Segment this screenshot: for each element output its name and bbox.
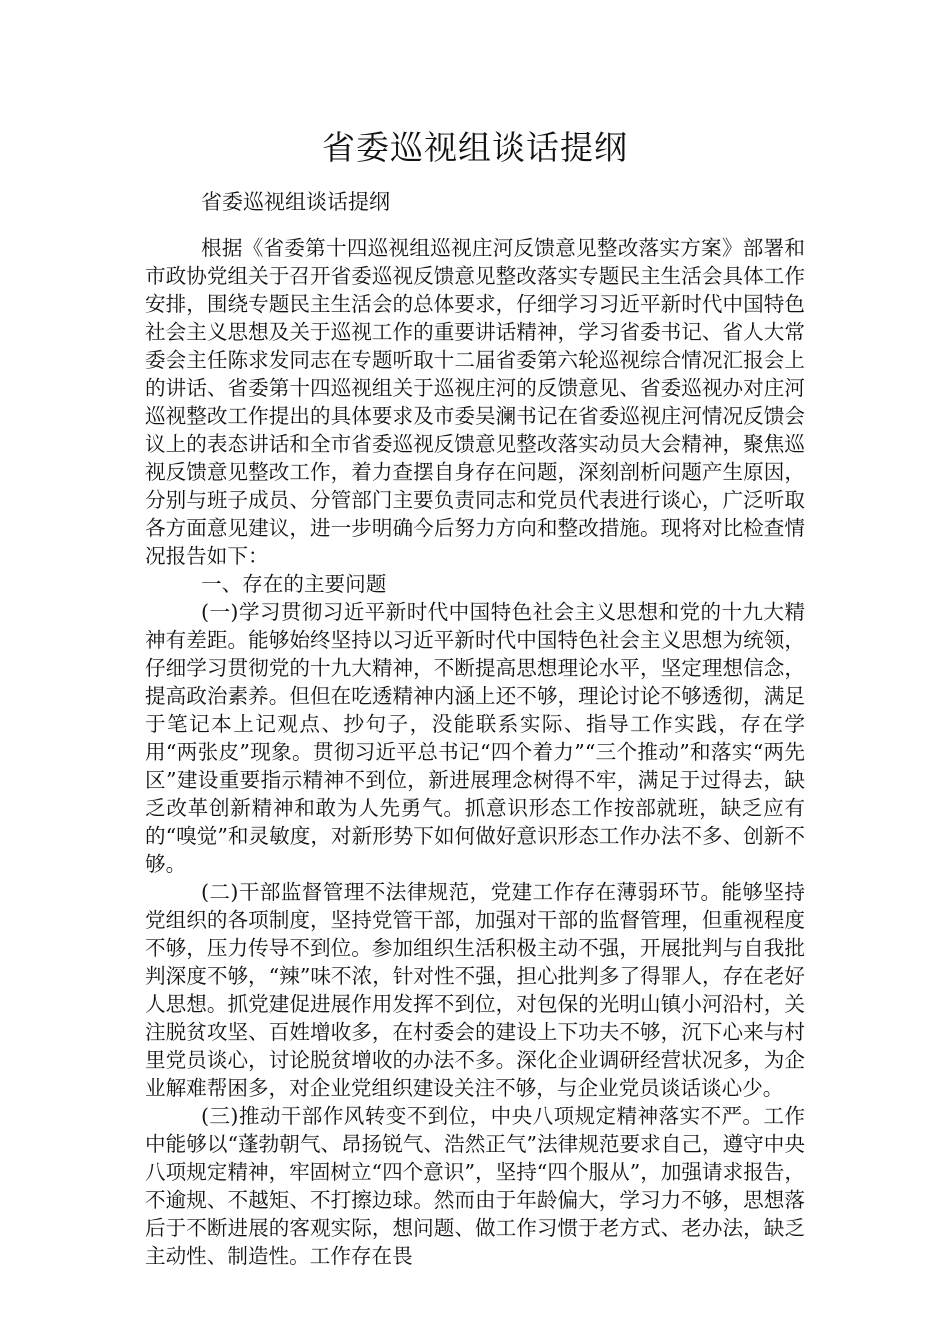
problem-item-2: (二)干部监督管理不法律规范，党建工作存在薄弱环节。能够坚持党组织的各项制度，坚持党管干部，加强对干部的监督管理，但重视程度不够，压力传导不到位。参加组织生活积极主动不强，开展批判与自我批判深度不够，“辣”味不浓，针对性不强，担心批判多了得罪人，存在老好人思想。抓党建促进展作用发挥不到位，对包保的光明山镇小河沿村，关注脱贫攻坚、百姓增收多，在村委会的建设上下功夫不够，沉下心来与村里党员谈心，讨论脱贫增收的办法不多。深化企业调研经营状况多，为企业解难帮困多，对企业党组织建设关注不够，与企业党员谈话谈心少。: [145, 880, 805, 1100]
document-subtitle: 省委巡视组谈话提纲: [201, 190, 390, 214]
document-title: 省委巡视组谈话提纲: [322, 128, 628, 167]
section-heading-problems: 一、存在的主要问题: [201, 572, 387, 596]
problem-item-1: (一)学习贯彻习近平新时代中国特色社会主义思想和党的十九大精神有差距。能够始终坚持以习近平新时代中国特色社会主义思想为统领，仔细学习贯彻党的十九大精神，不断提高思想理论水平，坚定理想信念，提高政治素养。但但在吃透精神内涵上还不够，理论讨论不够透彻，满足于笔记本上记观点、抄句子，没能联系实际、指导工作实践，存在学用“两张皮”现象。贯彻习近平总书记“四个着力”“三个推动”和落实“两先区”建设重要指示精神不到位，新进展理念树得不牢，满足于过得去，缺乏改革创新精神和敢为人先勇气。抓意识形态工作按部就班，缺乏应有的“嗅觉”和灵敏度，对新形势下如何做好意识形态工作办法不多、创新不够。: [145, 600, 805, 876]
document-page: [145, 118, 805, 1270]
intro-paragraph: 根据《省委第十四巡视组巡视庄河反馈意见整改落实方案》部署和市政协党组关于召开省委巡视反馈意见整改落实专题民主生活会具体工作安排，围绕专题民主生活会的总体要求，仔细学习习近平新时代中国特色社会主义思想及关于巡视工作的重要讲话精神，学习省委书记、省人大常委会主任陈求发同志在专题听取十二届省委第六轮巡视综合情况汇报会上的讲话、省委第十四巡视组关于巡视庄河的反馈意见、省委巡视办对庄河巡视整改工作提出的具体要求及市委吴澜书记在省委巡视庄河情况反馈会议上的表态讲话和全市省委巡视反馈意见整改落实动员大会精神，聚焦巡视反馈意见整改工作，着力查摆自身存在问题，深刻剖析问题产生原因，分别与班子成员、分管部门主要负责同志和党员代表进行谈心，广泛听取各方面意见建议，进一步明确今后努力方向和整改措施。现将对比检查情况报告如下：: [145, 236, 805, 568]
problem-item-3: (三)推动干部作风转变不到位，中央八项规定精神落实不严。工作中能够以“蓬勃朝气、昂扬锐气、浩然正气”法律规范要求自己，遵守中央八项规定精神，牢固树立“四个意识”，坚持“四个服从”，加强请求报告，不逾规、不越矩、不打擦边球。然而由于年龄偏大，学习力不够，思想落后于不断进展的客观实际，想问题、做工作习惯于老方式、老办法，缺乏主动性、制造性。工作存在畏: [145, 1104, 805, 1268]
